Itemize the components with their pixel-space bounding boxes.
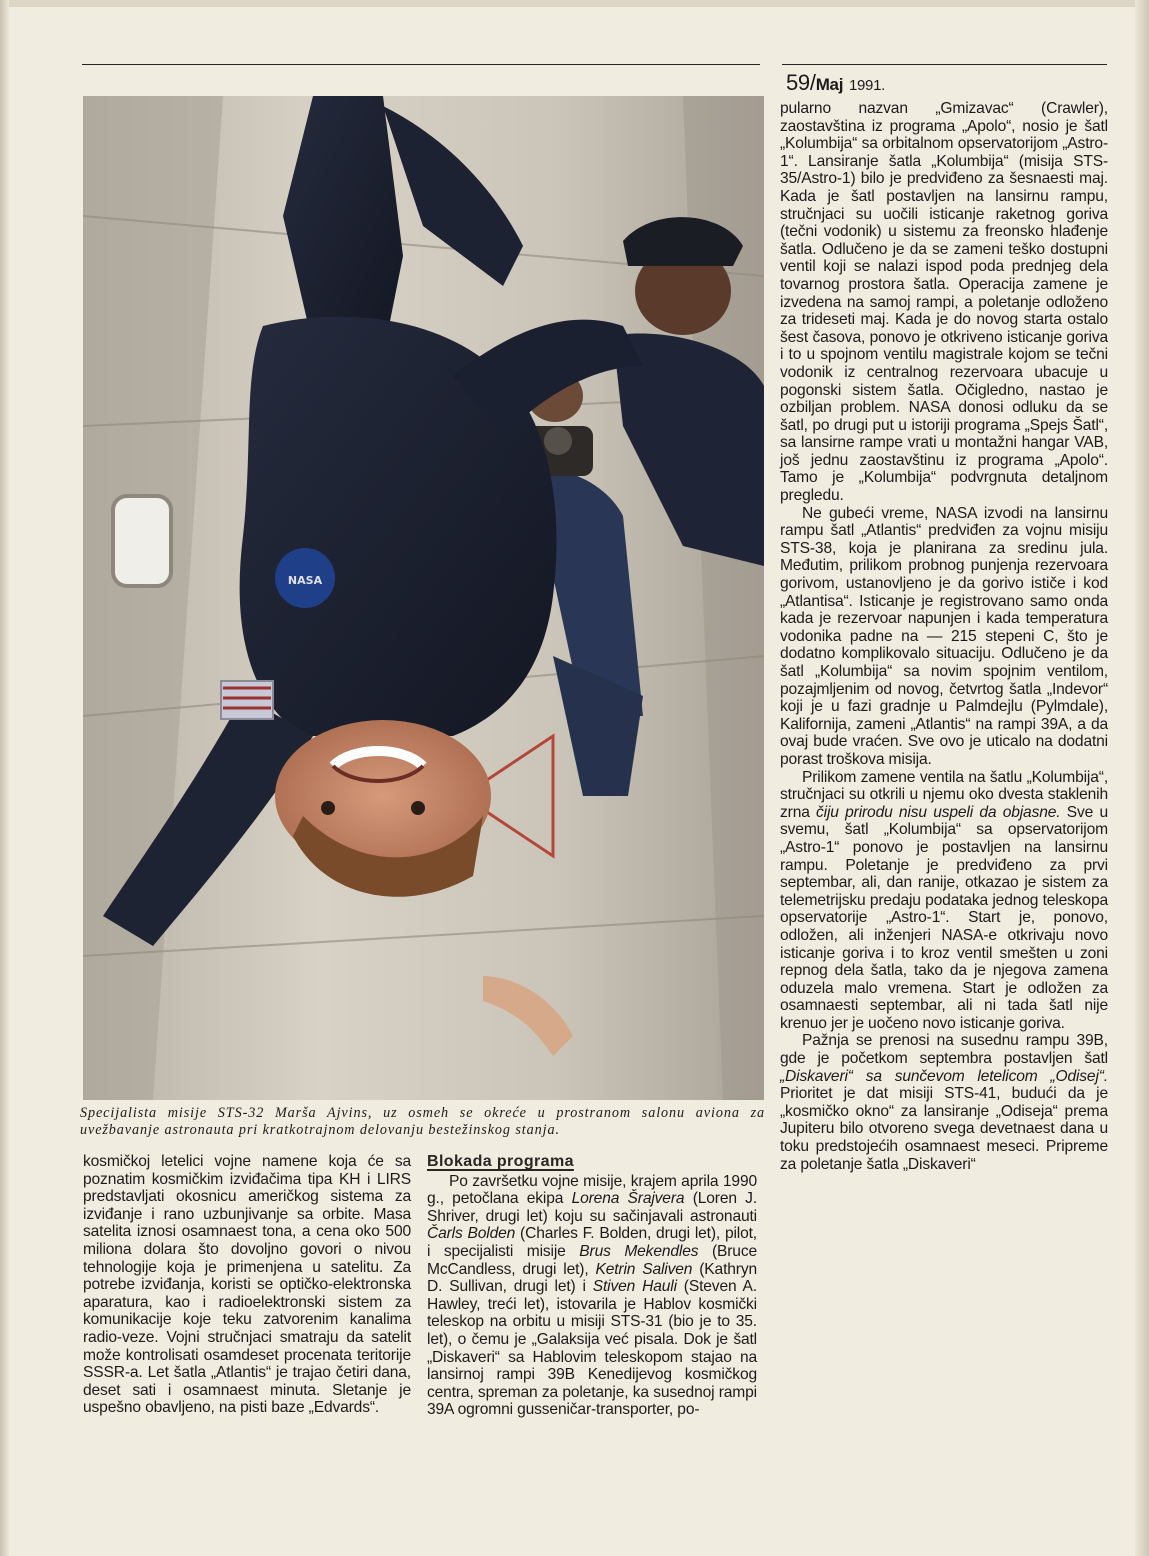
nasa-patch-text: NASA xyxy=(287,574,323,587)
page-number-value: 59/ xyxy=(786,70,816,95)
column-middle xyxy=(427,1153,757,1419)
article-paragraph xyxy=(780,769,1108,1033)
text-run: Prioritet je dat misiji STS-41, budući da je „kosmičko okno“ za lansiranje „Odiseja“ prema Jupiteru bilo otvoreno svega devetnaest dana u toku predstojećih osamnaest meseci. Pripreme za poletanje šatla „Diskaveri“ xyxy=(780,1085,1108,1173)
italic-text: Brus Mekendles xyxy=(579,1242,699,1260)
page-month: Maj xyxy=(815,75,844,94)
page-edge-top xyxy=(0,0,1149,7)
page-year: 1991. xyxy=(848,77,885,94)
text-run: (Charles F. Bolden, drugi let), pilot, i specijalisti misije xyxy=(427,1225,757,1260)
article-paragraph xyxy=(427,1173,757,1419)
column-right xyxy=(780,100,1108,1173)
page-edge-left xyxy=(0,0,9,1556)
astronaut-photo-illustration xyxy=(83,96,764,1100)
text-run: (Loren J. Shriver, drugi let) koju su sačinjavali astronauti xyxy=(427,1190,757,1225)
cabin-window xyxy=(113,496,171,586)
page-edge-right xyxy=(1135,0,1149,1556)
italic-text: Lorena Šrajvera xyxy=(571,1190,685,1208)
article-paragraph xyxy=(780,1032,1108,1173)
article-paragraph xyxy=(780,100,1108,505)
page-number xyxy=(786,71,885,98)
photo-caption: Specijalista misije STS-32 Marša Ajvins, uz osmeh se okreće u prostranom salonu aviona za uvežbavanje astronauta pri kratkotrajnom delovanju bestežinskog stanja. xyxy=(80,1105,765,1138)
italic-text: Čarls Bolden xyxy=(427,1225,516,1243)
column-middle-body xyxy=(427,1173,757,1419)
section-heading: Blokada programa xyxy=(427,1153,574,1170)
column-left xyxy=(83,1153,411,1417)
header-rule-left xyxy=(82,64,760,65)
column-left-paragraph: kosmičkoj letelici vojne namene koja će sa poznatim kosmičkim izviđačima tipa KH i LIRS predstavljati okosnicu američkog sistema za izviđanje i rano uzbunjivanje sa orbite. Masa satelita iznosi osamnaest tona, a cena oko 500 miliona dolara što dovoljno govori o nivou tehnologije koja je primenjena u satelitu. Za potrebe izviđanja, koristi se optičko-elektronska aparatura, kao i radioelektronski sistem za komunikacije koje teku zatvorenim kanalima radio-veze. Vojni stručnjaci smatraju da satelit može kontrolisati osamdeset procenata teritorije SSSR-a. Let šatla „Atlantis“ je trajao četiri dana, deset sati i osamnaest minuta. Sletanje je uspešno obavljeno, na pisti baze „Edvards“. xyxy=(83,1153,411,1417)
text-run: Po završetku vojne misije, krajem aprila 1990 g., petočlana ekipa xyxy=(427,1172,757,1208)
text-run: (Bruce McCandless, drugi let), xyxy=(427,1242,757,1278)
italic-text: Ketrin Saliven xyxy=(595,1260,693,1278)
italic-text: Stiven Hauli xyxy=(592,1278,677,1296)
astronaut-photo xyxy=(83,96,764,1100)
text-run: Sve u svemu, šatl „Kolumbija“ sa opservatorijom „Astro-1“ ponovo je postavljen na lansirnu rampu. Poletanje je predviđeno za prvi septembar, ali, dan ranije, otkazao je sistem za telemetrijsku predaju podataka jednog teleskopa opservatorije „Astro-1“. Start je, ponovo, odložen, ali inženjeri NASA-e otkrivaju novo isticanje goriva i to kroz ventil smešten u zoni repnog dela šatla, tako da je njegova zamena oduzela malo vremena. Start je odložen za osamnaesti septembar, ali ni tada šatl nije krenuo jer je uočeno novo isticanje goriva. xyxy=(780,803,1108,1032)
text-run: (Steven A. Hawley, treći let), istovarila je Hablov kosmički teleskop na orbitu u misiji STS-31 (bio je to 35. let), o čemu je „Galaksija već pisala. Dok je šatl „Diskaveri“ sa Hablovim teleskopom stajao na lansirnoj rampi 39B Kenedijevog kosmičkog centra, spreman za poletanje, ka susednoj rampi 39A ogromni gusseničar-transporter, po- xyxy=(427,1278,757,1419)
header-rule-right xyxy=(782,64,1107,65)
text-run: Pažnja se prenosi na susednu rampu 39B, gde je početkom septembra postavljen šatl xyxy=(780,1032,1108,1068)
italic-text: „Diskaveri“ sa sunčevom letelicom „Odisej“. xyxy=(780,1067,1108,1085)
italic-text: čiju prirodu nisu uspeli da objasne. xyxy=(816,803,1061,821)
article-paragraph xyxy=(780,505,1108,769)
text-run: Prilikom zamene ventila na šatlu „Kolumbija“, stručnjaci su otkrili u njemu oko dvesta staklenih zrna xyxy=(780,768,1108,821)
text-run: Ne gubeći vreme, NASA izvodi na lansirnu rampu šatl „Atlantis“ predviđen za vojnu misiju STS-38, koja je planirana za sredinu jula. Međutim, prilikom probnog punjenja rezervoara gorivom, ustanovljeno je da gorivo ističe i kod „Atlantisa“. Isticanje je registrovano samo onda kada je rezervoar napunjen i kada temperatura vodonika padne na — 215 stepeni C, što je dodatno komplikovalo situaciju. Odlučeno je da šatl „Kolumbija“ sa novim spojnim ventilom, pozajmljenim od novog, četvrtog šatla „Indevor“ koji je u fazi gradnje u Palmdejlu (Pylmdale), Kalifornija, zameni „Atlantis“ na rampi 39A, a da ovaj bude vraćen. Sve ovo je uticalo na dodatni porast troškova misija. xyxy=(780,504,1108,768)
text-run: pularno nazvan „Gmizavac“ (Crawler), zaostavština iz programa „Apolo“, nosio je šatl „Kolumbija“ sa orbitalnom opservatorijom „Astro-1“. Lansiranje šatla „Kolumbija“ (misija STS-35/Astro-1) bilo je predviđeno za šesnaesti maj. Kada je šatl postavljen na lansirnu rampu, stručnjaci su uočili isticanje raketnog goriva (tečni vodonik) u sistemu za freonsko hlađenje šatla. Odlučeno je da se zameni teško dostupni ventil koji se nalazi ispod poda prednjeg dela tovarnog prostora šatla. Operacija zamene je izvedena na samoj rampi, a poletanje odloženo za trideseti maj. Kada je do novog starta ostalo šest časova, ponovo je otkriveno isticanje goriva i to u spojnom ventilu magistrale kojom se tečni vodonik iz centralnog rezervoara ubacuje u pogonski sistem šatla. Očigledno, nastao je ozbiljan problem. NASA donosi odluku da se šatl, po drugi put u istoriji programa „Spejs Šatl“, sa lansirne rampe vrati u montažni hangar VAB, još jednu zaostavštinu iz programa „Apolo“. Tamo je „Kolumbija“ podvrgnuta detaljnom pregledu. xyxy=(780,100,1108,505)
text-run: (Kathryn D. Sullivan, drugi let) i xyxy=(427,1260,757,1296)
